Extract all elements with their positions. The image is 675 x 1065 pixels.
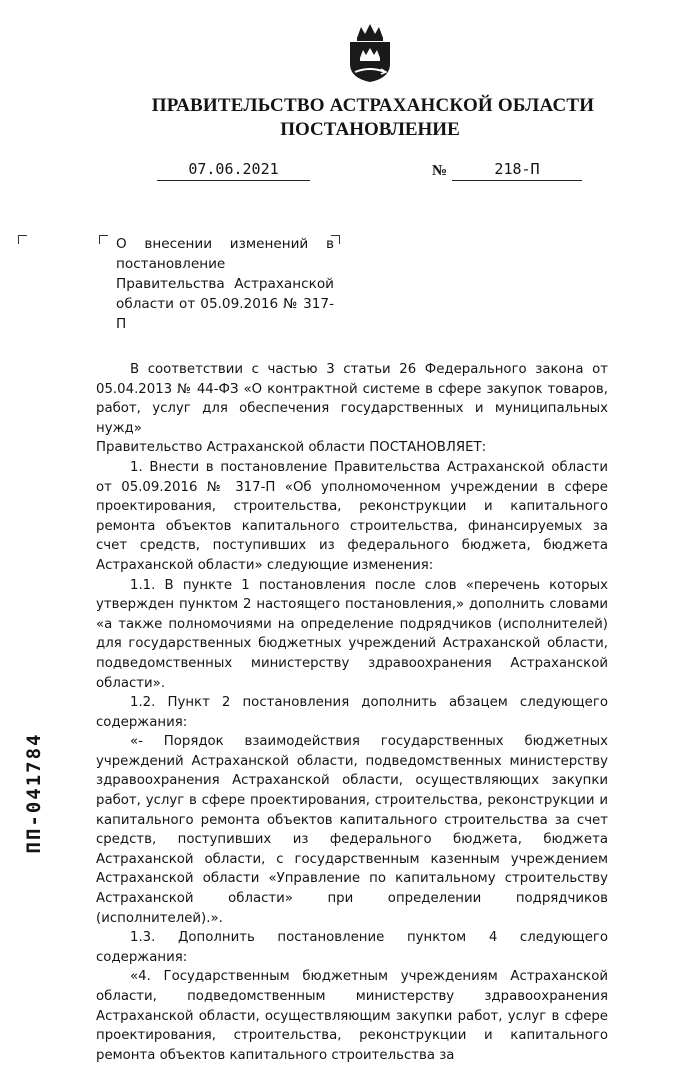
paragraph-1-2-quote: «- Порядок взаимодействия государственных бюджетных учреждений Астраханской области, подведомственных министерству здравоохранения Астраханской области, осуществляющих закупки работ, услуг в сфере проектирования, строительства, реконструкции и капитального ремонта объектов капитального строительства за счет средств, поступивших из федерального бюджета, бюджета Астраханской области, с государственным казенным учреждением Астраханской области «Управление по капитальному строительству Астраханской области» при определении подрядчиков (исполнителей).». bbox=[96, 734, 608, 926]
paragraph-1-3: 1.3. Дополнить постановление пунктом 4 следующего содержания: bbox=[96, 930, 608, 965]
serial-number: ПП-041784 bbox=[23, 732, 45, 854]
document-subject: О внесении изменений в постановление Правительства Астраханской области от 05.09.2016 № 317-П bbox=[116, 236, 334, 332]
paragraph-1-2: 1.2. Пункт 2 постановления дополнить абзацем следующего содержания: bbox=[96, 695, 608, 730]
paragraph-1: 1. Внести в постановление Правительства Астраханской области от 05.09.2016 № 317-П «Об уполномоченном учреждении в сфере проектирования, строительства, реконструкции и капитального ремонта объектов капитального строительства, финансируемых за счет средств, поступивших из федерального бюджета, бюджета Астраханской области» следующие изменения: bbox=[96, 459, 608, 573]
subject-corner-left bbox=[99, 235, 108, 244]
serial-number-stamp bbox=[14, 718, 54, 868]
document-body bbox=[96, 360, 608, 1065]
margin-corner-mark bbox=[18, 235, 27, 244]
intro-paragraph: В соответствии с частью 3 статьи 26 Федерального закона от 05.04.2013 № 44-ФЗ «О контрактной системе в сфере закупок товаров, работ, услуг для обеспечения государственных и муниципальных нужд» bbox=[96, 362, 608, 436]
document-date: 07.06.2021 bbox=[157, 160, 310, 181]
coat-of-arms-icon bbox=[347, 22, 393, 84]
paragraph-1-1: 1.1. В пункте 1 постановления после слов «перечень которых утвержден пунктом 2 настоящего постановления,» дополнить словами «а также полномочиями на определение подрядчиков (исполнителей) для государственных бюджетных учреждений Астраханской области, подведомственных министерству здравоохранения Астраханской области». bbox=[96, 577, 608, 691]
paragraph-1-3-quote: «4. Государственным бюджетным учреждениям Астраханской области, подведомственным министерству здравоохранения Астраханской области, осуществляющим закупки работ, услуг в сфере проектирования, строительства, реконструкции и капитального ремонта объектов капитального строительства за bbox=[96, 969, 608, 1063]
document-number: 218-П bbox=[452, 160, 582, 181]
number-sign: № bbox=[432, 163, 448, 179]
government-title: ПРАВИТЕЛЬСТВО АСТРАХАНСКОЙ ОБЛАСТИ bbox=[151, 95, 595, 116]
decree-line: Правительство Астраханской области ПОСТАНОВЛЯЕТ: bbox=[96, 440, 487, 456]
document-type: ПОСТАНОВЛЕНИЕ bbox=[280, 119, 460, 140]
